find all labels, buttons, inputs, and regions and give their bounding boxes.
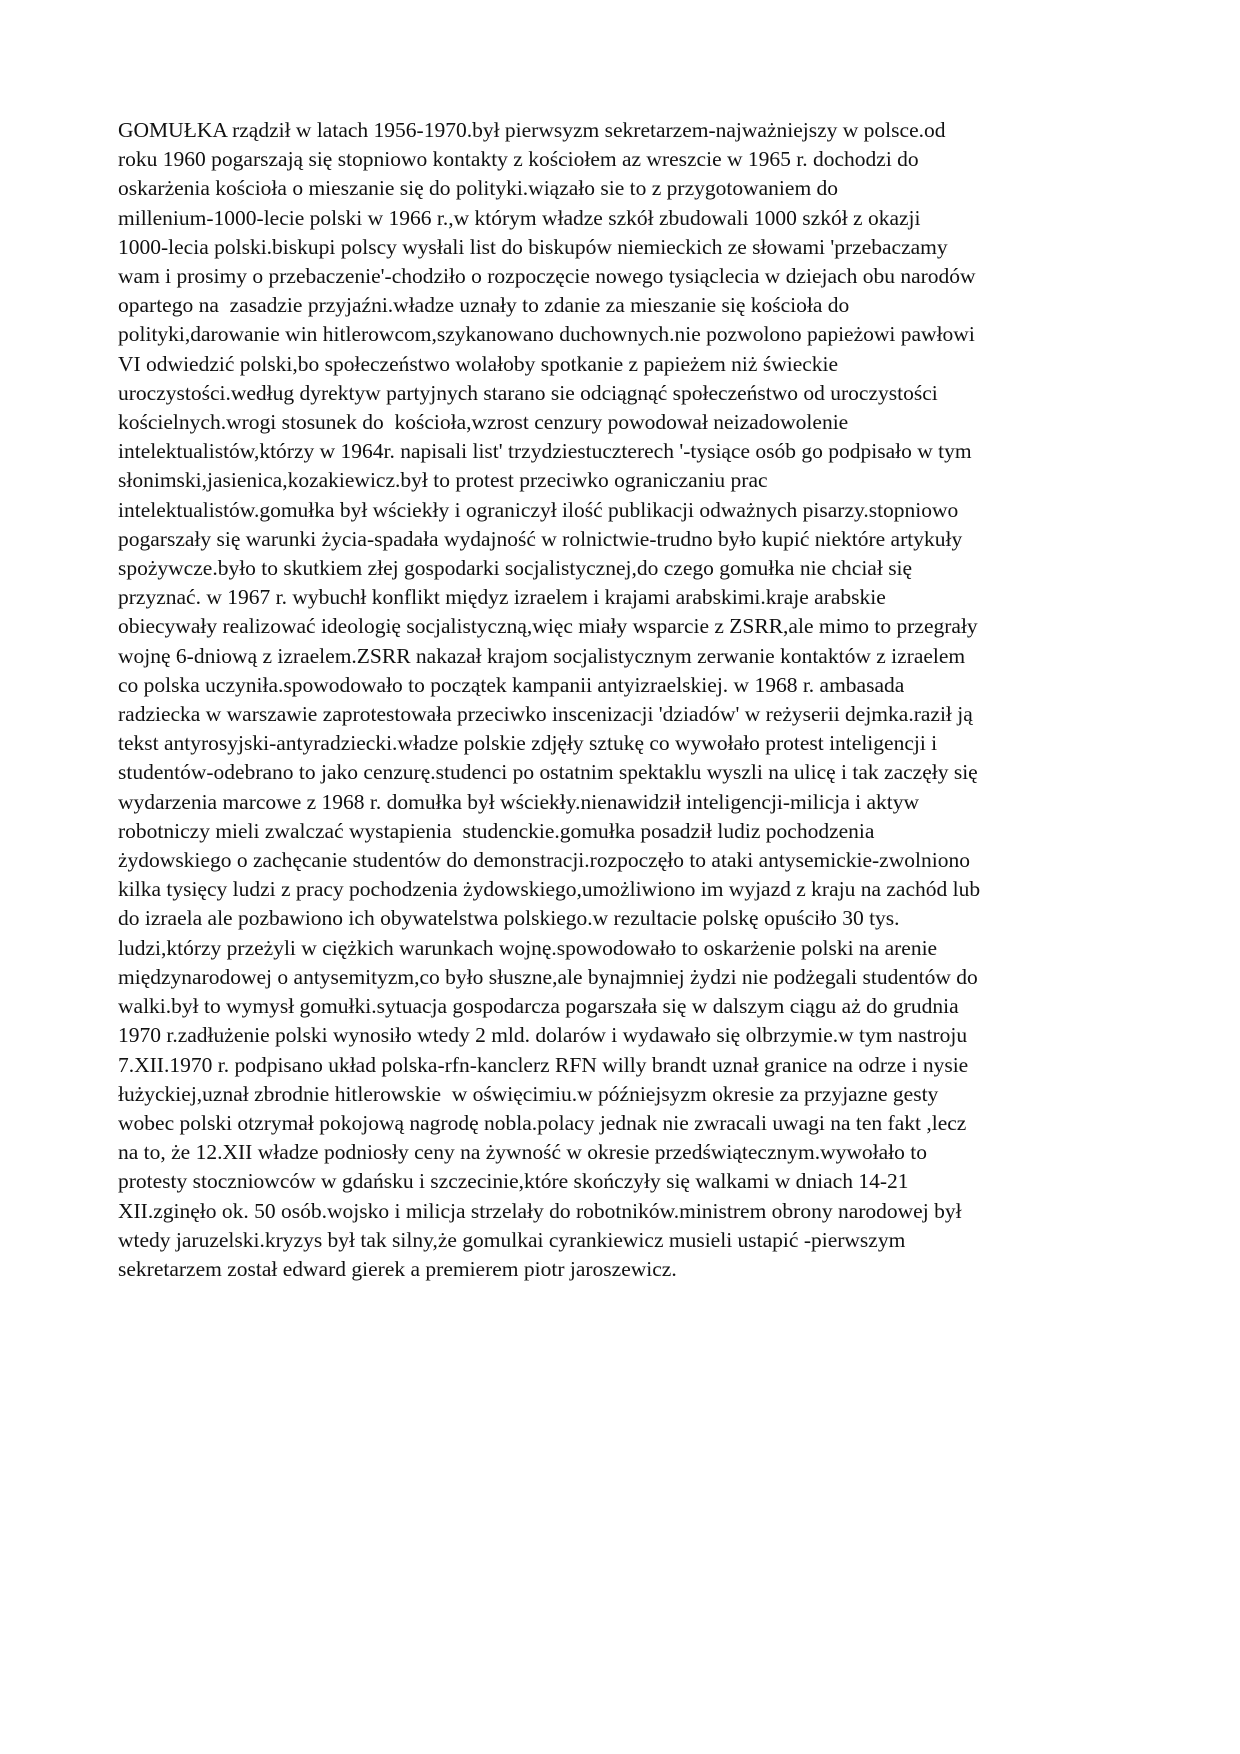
text-line: wtedy jaruzelski.kryzys był tak silny,że gomulkai cyrankiewicz musieli ustapić -pierwszym	[118, 1227, 906, 1252]
text-line: międzynarodowej o antysemityzm,co było słuszne,ale bynajmniej żydzi nie podżegali studentów do	[118, 964, 978, 989]
text-line: spożywcze.było to skutkiem złej gospodarki socjalistycznej,do czego gomułka nie chciał się	[118, 556, 913, 581]
text-line: wojnę 6-dniową z izraelem.ZSRR nakazał krajom socjalistycznym zerwanie kontaktów z izraelem	[118, 643, 966, 668]
text-line: tekst antyrosyjski-antyradziecki.władze polskie zdjęły sztukę co wywołało protest inteligencji i	[118, 731, 938, 756]
text-line: opartego na zasadzie przyjaźni.władze uznały to zdanie za mieszanie się kościoła do	[118, 293, 850, 318]
text-line: pogarszały się warunki życia-spadała wydajność w rolnictwie-trudno było kupić niektóre artykuły	[118, 526, 963, 551]
text-line: robotniczy mieli zwalczać wystapienia studenckie.gomułka posadził ludiz pochodzenia	[118, 818, 875, 843]
text-line: millenium-1000-lecie polski w 1966 r.,w którym władze szkół zbudowali 1000 szkół z okazji	[118, 205, 921, 230]
text-line: intelektualistów,którzy w 1964r. napisali list' trzydziestuczterech '-tysiące osób go podpisało w tym	[118, 439, 972, 464]
text-line: kilka tysięcy ludzi z pracy pochodzenia żydowskiego,umożliwiono im wyjazd z kraju na zachód lub	[118, 877, 981, 902]
text-line: żydowskiego o zachęcanie studentów do demonstracji.rozpoczęło to ataki antysemickie-zwolniono	[118, 848, 970, 873]
text-line: obiecywały realizować ideologię socjalistyczną,więc miały wsparcie z ZSRR,ale mimo to przegrały	[118, 614, 978, 639]
text-line: 7.XII.1970 r. podpisano układ polska-rfn-kanclerz RFN willy brandt uznał granice na odrze i nysie	[118, 1052, 969, 1077]
text-line: wobec polski otzrymał pokojową nagrodę nobla.polacy jednak nie zwracali uwagi na ten fakt ,lecz	[118, 1110, 967, 1135]
text-line: polityki,darowanie win hitlerowcom,szykanowano duchownych.nie pozwolono papieżowi pawłowi	[118, 322, 975, 347]
body-text	[118, 116, 1138, 1284]
text-line: GOMUŁKA rządził w latach 1956-1970.był pierwsyzm sekretarzem-najważniejszy w polsce.od	[118, 118, 946, 142]
text-line: wam i prosimy o przebaczenie'-chodziło o rozpoczęcie nowego tysiąclecia w dziejach obu narodów	[118, 264, 976, 289]
text-line: sekretarzem został edward gierek a premierem piotr jaroszewicz.	[118, 1256, 677, 1281]
text-line: roku 1960 pogarszają się stopniowo kontakty z kościołem az wreszcie w 1965 r. dochodzi do	[118, 147, 919, 172]
text-line: 1000-lecia polski.biskupi polscy wysłali list do biskupów niemieckich ze słowami 'przebaczamy	[118, 234, 948, 259]
text-line: łużyckiej,uznał zbrodnie hitlerowskie w oświęcimiu.w późniejsyzm okresie za przyjazne gesty	[118, 1081, 939, 1106]
text-line: ludzi,którzy przeżyli w ciężkich warunkach wojnę.spowodowało to oskarżenie polski na arenie	[118, 935, 938, 960]
text-line: przyznać. w 1967 r. wybuchł konflikt międyz izraelem i krajami arabskimi.kraje arabskie	[118, 585, 886, 610]
text-line: co polska uczyniła.spowodowało to początek kampanii antyizraelskiej. w 1968 r. ambasada	[118, 672, 905, 697]
text-line: VI odwiedzić polski,bo społeczeństwo wolałoby spotkanie z papieżem niż świeckie	[118, 351, 839, 376]
text-line: wydarzenia marcowe z 1968 r. domułka był wściekły.nienawidził inteligencji-milicja i aktyw	[118, 789, 920, 814]
text-line: uroczystości.według dyrektyw partyjnych starano sie odciągnąć społeczeństwo od uroczystości	[118, 380, 938, 405]
text-line: oskarżenia kościoła o mieszanie się do polityki.wiązało sie to z przygotowaniem do	[118, 176, 839, 201]
text-line: radziecka w warszawie zaprotestowała przeciwko inscenizacji 'dziadów' w reżyserii dejmka.raził ją	[118, 702, 973, 727]
text-line: studentów-odebrano to jako cenzurę.studenci po ostatnim spektaklu wyszli na ulicę i tak zaczęły się	[118, 760, 978, 785]
text-line: intelektualistów.gomułka był wściekły i ograniczył ilość publikacji odważnych pisarzy.stopniowo	[118, 497, 959, 522]
text-line: na to, że 12.XII władze podniosły ceny na żywność w okresie przedświątecznym.wywołało to	[118, 1140, 927, 1165]
text-line: 1970 r.zadłużenie polski wynosiło wtedy 2 mld. dolarów i wydawało się olbrzymie.w tym nastroju	[118, 1023, 968, 1048]
text-line: kościelnych.wrogi stosunek do kościoła,wzrost cenzury powodował neizadowolenie	[118, 410, 849, 435]
text-line: walki.był to wymysł gomułki.sytuacja gospodarcza pogarszała się w dalszym ciągu aż do grudnia	[118, 994, 959, 1019]
text-line: słonimski,jasienica,kozakiewicz.był to protest przeciwko ograniczaniu prac	[118, 468, 768, 493]
text-line: protesty stoczniowców w gdańsku i szczecinie,które skończyły się walkami w dniach 14-21	[118, 1169, 909, 1194]
text-line: do izraela ale pozbawiono ich obywatelstwa polskiego.w rezultacie polskę opuściło 30 tys.	[118, 906, 900, 931]
text-line: XII.zginęło ok. 50 osób.wojsko i milicja strzelały do robotników.ministrem obrony narodowej był	[118, 1198, 962, 1223]
